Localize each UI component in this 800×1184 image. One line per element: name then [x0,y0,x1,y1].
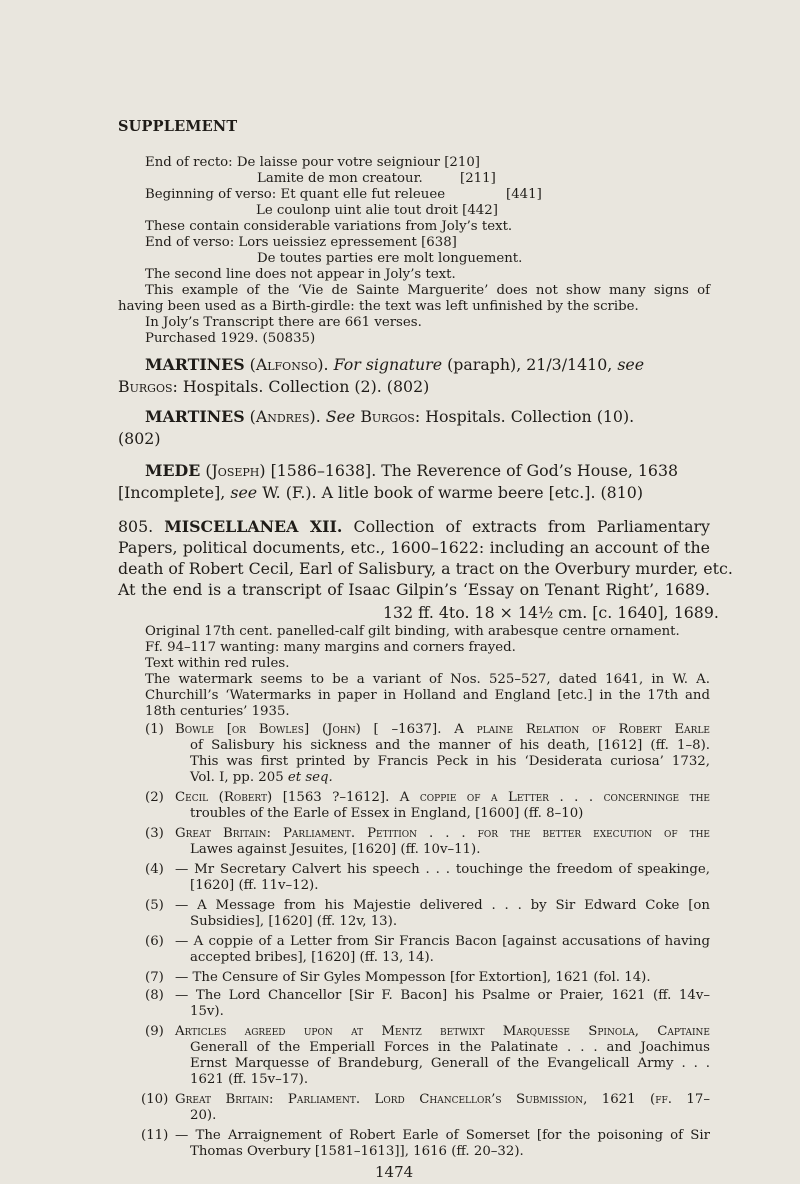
entry-line [118,516,710,537]
text-line-content: Churchill’s ‘Watermarks in paper in Holland and England [etc.] in the 17th and [145,688,710,703]
item-number: (8) [145,988,164,1003]
item-text: Cecil (Robert) [1563 ?–1612]. A coppie of a Letter . . . concerninge the [175,790,710,805]
list-item-line: Lawes against Jesuites, [1620] (ff. 10v–11). [190,842,481,857]
item-text: Great Britain: Parliament. Lord Chancellor’s Submission, 1621 (ff. 17– [175,1092,710,1107]
item-text: — The Lord Chancellor [Sir F. Bacon] his Psalme or Praier, 1621 (ff. 14v– [175,988,710,1003]
entry-name: MISCELLANEA XII. [164,517,343,536]
entry-line [118,558,733,579]
list-item [175,1092,710,1108]
entry-name: MEDE [145,461,201,480]
item-text: — A coppie of a Letter from Sir Francis Bacon [against accusations of having [175,934,710,949]
page-number: 1474 [375,1163,414,1181]
list-item-line [190,754,710,770]
list-item-line: [1620] (ff. 11v–12). [190,878,319,893]
running-header: SUPPLEMENT [118,118,238,135]
text-line: Le coulonp uint alie tout droit [442] [256,203,498,218]
list-item-text [175,722,710,738]
list-item: — The Censure of Sir Gyles Mompesson [for Extortion], 1621 (fol. 14). [175,970,651,985]
item-number: (1) [145,722,164,737]
item-text: Vol. I, pp. 205 [190,770,284,785]
see-reference: see [617,355,645,374]
entry-given-name: (Alfonso). [249,355,329,374]
item-number: (6) [145,934,164,949]
item-text: — A Message from his Majestie delivered . . . by Sir Edward Coke [on [175,898,710,913]
list-item [175,934,710,950]
text-line: Purchased 1929. (50835) [145,331,316,346]
item-text: Generall of the Emperiall Forces in the Palatinate . . . and Joachimus [190,1040,710,1055]
entry-line: (802) [118,429,161,448]
entry-text: (paraph), 21/3/1410, [447,355,613,374]
entry-text: [Incomplete], [118,483,226,502]
list-item-line: troubles of the Earle of Essex in England, [1600] (ff. 8–10) [190,806,584,821]
text-line [145,688,710,704]
cross-ref: Burgos: [118,377,178,396]
text-line: These contain considerable variations from Joly’s text. [145,219,513,234]
item-number: (7) [145,970,164,985]
text-line: Text within red rules. [145,656,290,671]
text-line-content: This example of the ‘Vie de Sainte Marguerite’ does not show many signs of [145,283,710,298]
item-number: (11) [141,1128,169,1143]
entry-number: 805. [118,517,154,536]
list-item [175,1024,710,1040]
item-number: (10) [141,1092,169,1107]
item-number: (2) [145,790,164,805]
text-line: Ff. 94–117 wanting: many margins and corners frayed. [145,640,516,655]
list-item [175,790,710,806]
list-item-line [190,770,333,786]
text-line: End of verso: Lors ueissiez epressement [638] [145,235,457,250]
list-item-line [190,738,710,754]
item-text: — The Arraignement of Robert Earle of Somerset [for the poisoning of Sir [175,1128,710,1143]
entry-line [118,376,429,397]
text-line: End of recto: De laisse pour votre seigniour [210] [145,155,480,170]
list-item [175,898,710,914]
entry-name: MARTINES [145,407,245,426]
list-item [175,722,710,738]
list-item-line: 1621 (ff. 15v–17). [190,1072,309,1087]
entry-given-name: (Andres). [249,407,321,426]
item-number: (5) [145,898,164,913]
cross-ref: Burgos: [360,407,421,426]
entry-text: Hospitals. Collection (2). (802) [182,377,430,396]
list-item [175,1128,710,1144]
list-item-line: Thomas Overbury [1581–1613]], 1616 (ff. 20–32). [190,1144,524,1159]
list-item [175,862,710,878]
text-line-content: The watermark seems to be a variant of Nos. 525–527, dated 1641, in W. A. [145,672,710,687]
list-item-line [190,1056,710,1072]
item-text: Ernst Marquesse of Brandeburg, Generall of the Evangelicall Army . . . [190,1056,710,1071]
text-line [145,283,710,299]
item-number: (3) [145,826,164,841]
see-reference: see [230,483,258,502]
entry-line-content: Papers, political documents, etc., 1600–1622: including an account of the [118,538,710,557]
entry-line [145,406,634,427]
list-item-line: accepted bribes], [1620] (ff. 13, 14). [190,950,434,965]
text-line: having been used as a Birth-girdle: the text was left unfinished by the scribe. [118,299,639,314]
entry-line [118,537,710,558]
list-item [175,988,710,1004]
entry-line [118,579,710,600]
entry-line-content: death of Robert Cecil, Earl of Salisbury, a tract on the Overbury murder, etc. [118,559,733,578]
text-line: Lamite de mon creatour. [257,171,423,186]
text-line: The second line does not appear in Joly’s text. [145,267,456,282]
item-text: — Mr Secretary Calvert his speech . . . touchinge the freedom of speakinge, [175,862,710,877]
item-text: Bowle [or Bowles] (John) [ –1637]. A plaine Relation of Robert Earle [175,722,710,737]
text-line: Beginning of verso: Et quant elle fut releuee [145,187,446,202]
list-item-line [190,1040,710,1056]
text-line: Original 17th cent. panelled-calf gilt binding, with arabesque centre ornament. [145,624,680,639]
entry-line-content [118,516,710,537]
text-line: [441] [506,187,542,202]
item-text: Great Britain: Parliament. Petition . . . for the better execution of the [175,826,710,841]
entry-line-content: At the end is a transcript of Isaac Gilpin’s ‘Essay on Tenant Right’, 1689. [118,580,710,599]
item-text: This was first printed by Francis Peck in his ‘Desiderata curiosa’ 1732, [190,754,710,769]
entry-given-name: (Joseph) [205,461,266,480]
list-item [175,826,710,842]
list-item-line: Subsidies], [1620] (ff. 12v, 13). [190,914,398,929]
entry-text: [1586–1638]. The Reverence of God’s House, 1638 [270,461,679,480]
see-reference: See [325,407,356,426]
entry-line [118,482,643,503]
entry-line [145,460,678,481]
item-number: (9) [145,1024,164,1039]
list-item-line: 20). [190,1108,217,1123]
text-line: In Joly’s Transcript there are 661 verses. [145,315,422,330]
entry-text: Hospitals. Collection (10). [425,407,635,426]
item-text: et seq. [287,770,333,785]
entry-name: MARTINES [145,355,245,374]
text-line [145,672,710,688]
text-line: [211] [460,171,496,186]
item-text: Articles agreed upon at Mentz betwixt Marquesse Spinola, Captaine [175,1024,710,1039]
entry-text: For signature [333,355,443,374]
collation-line: 132 ff. 4to. 18 × 14½ cm. [c. 1640], 1689. [383,603,719,622]
item-text: of Salisbury his sickness and the manner of his death, [1612] (ff. 1–8). [190,738,710,753]
entry-text: W. (F.). A litle book of warme beere [etc.]. (810) [262,483,643,502]
item-number: (4) [145,862,164,877]
text-line: 18th centuries’ 1935. [145,704,290,719]
text-line: De toutes parties ere molt longuement. [257,251,523,266]
entry-text: Collection of extracts from Parliamentary [353,517,710,536]
list-item-line: 15v). [190,1004,224,1019]
entry-line [145,354,644,375]
